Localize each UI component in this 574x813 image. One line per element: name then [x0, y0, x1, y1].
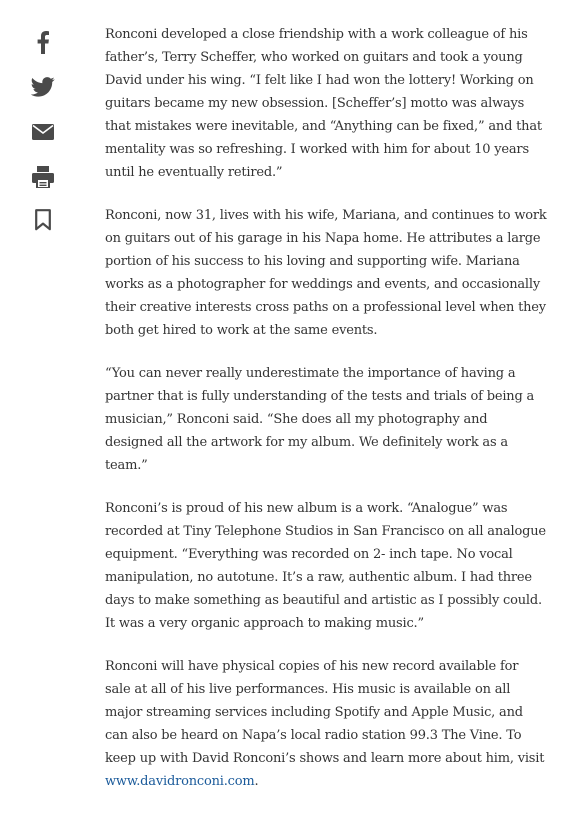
paragraph-text: Ronconi will have physical copies of his new record available for sale at all of his live performances. His music is available on all major streaming services including Spotify and Apple Music, and can also be heard on Napa’s local radio station 99.3 The Vine. To keep up with David Ronconi’s shows and learn more about him, visit — [105, 659, 545, 766]
facebook-share-button[interactable] — [30, 28, 56, 56]
printer-icon — [32, 166, 54, 188]
bookmark-button[interactable] — [30, 206, 56, 234]
print-button[interactable] — [30, 163, 56, 191]
article-paragraph: Ronconi developed a close friendship with a work colleague of his father’s, Terry Scheffer, who worked on guitars and took a young David under his wing. “I felt like I had won the lottery! Working on guitars became my new obsession. [Scheffer’s] motto was always that mistakes were inevitable, and “Anything can be fixed,” and that mentality was so refreshing. I worked with him for about 10 years until he eventually retired.” — [105, 27, 542, 180]
article-body — [105, 23, 547, 813]
paragraph-end: . — [254, 774, 259, 789]
article-paragraph: “You can never really underestimate the importance of having a partner that is fully understanding of the tests and trials of being a musician,” Ronconi said. “She does all my photography and designed all the artwork for my album. We definitely work as a team.” — [105, 366, 535, 473]
bookmark-icon — [35, 209, 51, 231]
facebook-icon — [36, 30, 50, 54]
article-paragraph — [105, 655, 547, 793]
email-share-button[interactable] — [30, 118, 56, 146]
twitter-icon — [31, 77, 55, 97]
article-paragraph: Ronconi, now 31, lives with his wife, Mariana, and continues to work on guitars out of his garage in his Napa home. He attributes a large portion of his success to his loving and supporting wife. Mariana works as a photographer for weddings and events, and occasionally their creative interests cross paths on a professional level when they both get hired to work at the same events. — [105, 208, 547, 338]
twitter-share-button[interactable] — [30, 73, 56, 101]
website-link[interactable]: www.davidronconi.com — [105, 774, 255, 789]
article-paragraph: Ronconi’s is proud of his new album is a work. “Analogue” was recorded at Tiny Telephone Studios in San Francisco on all analogue equipment. “Everything was recorded on 2- inch tape. No vocal manipulation, no autotune. It’s a raw, authentic album. I had three days to make something as beautiful and artistic as I possibly could. It was a very organic approach to making music.” — [105, 501, 546, 631]
envelope-icon — [32, 124, 54, 140]
